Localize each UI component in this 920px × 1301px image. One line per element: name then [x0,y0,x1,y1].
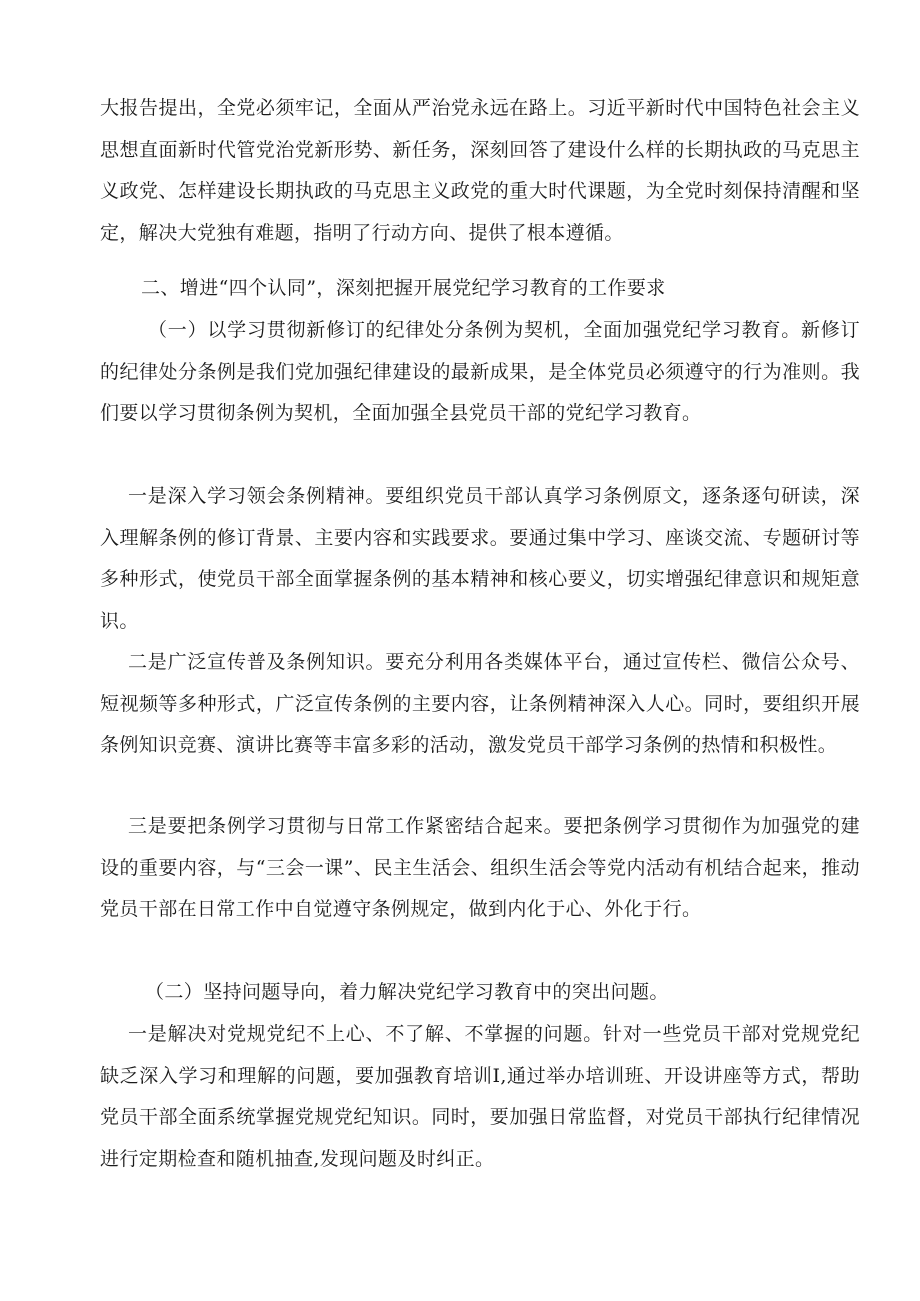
subsection-one-paragraph: （一）以学习贯彻新修订的纪律处分条例为契机，全面加强党纪学习教育。新修订的纪律处分条例是我们党加强纪律建设的最新成果，是全体党员必须遵守的行为准则。我们要以学习贯彻条例为契机，全面加强全县党员干部的党纪学习教育。 [100,319,860,424]
subsection-two-point-one-paragraph: 一是解决对党规党纪不上心、不了解、不掌握的问题。针对一些党员干部对党规党纪缺乏深入学习和理解的问题，要加强教育培训I,通过举办培训班、开设讲座等方式，帮助党员干部全面系统掌握党规党纪知识。同时，要加强日常监督，对党员干部执行纪律情况进行定期检查和随机抽查,发现问题及时纠正。 [100,1023,860,1170]
section-heading-two: 二、增进“四个认同”，深刻把握开展党纪学习教育的工作要求 [141,277,666,299]
paragraph-intro: 大报告提出，全党必须牢记，全面从严治党永远在路上。习近平新时代中国特色社会主义思想直面新时代管党治党新形势、新任务，深刻回答了建设什么样的长期执政的马克思主义政党、怎样建设长期执政的马克思主义政党的重大时代课题，为全党时刻保持清醒和坚定，解决大党独有难题，指明了行动方向、提供了根本遵循。 [100,97,860,244]
point-two-paragraph: 二是广泛宣传普及条例知识。要充分利用各类媒体平台，通过宣传栏、微信公众号、短视频等多种形式，广泛宣传条例的主要内容，让条例精神深入人心。同时，要组织开展条例知识竞赛、演讲比赛等丰富多彩的活动，激发党员干部学习条例的热情和积极性。 [100,651,860,756]
point-one-paragraph: 一是深入学习领会条例精神。要组织党员干部认真学习条例原文，逐条逐句研读，深入理解条例的修订背景、主要内容和实践要求。要通过集中学习、座谈交流、专题研讨等多种形式，使党员干部全面掌握条例的基本精神和核心要义，切实增强纪律意识和规矩意识。 [100,485,860,632]
point-three-paragraph: 三是要把条例学习贯彻与日常工作紧密结合起来。要把条例学习贯彻作为加强党的建设的重要内容，与“三会一课”、民主生活会、组织生活会等党内活动有机结合起来，推动党员干部在日常工作中自觉遵守条例规定，做到内化于心、外化于行。 [100,815,860,920]
subsection-two-heading: （二）坚持问题导向，着力解决党纪学习教育中的突出问题。 [145,981,669,1003]
